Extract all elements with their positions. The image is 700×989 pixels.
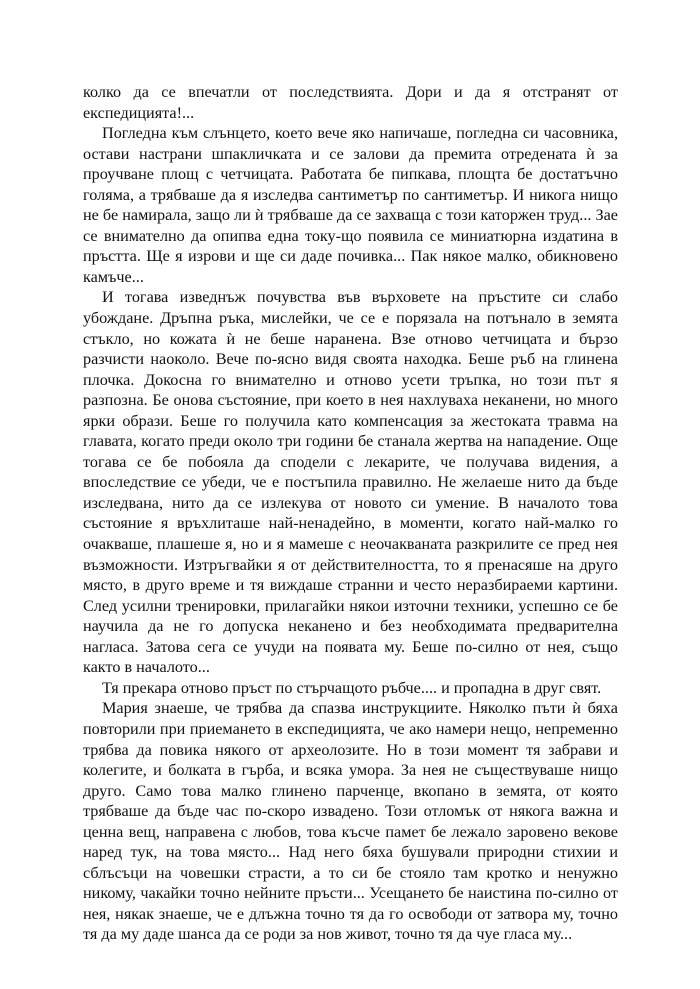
paragraph-continuation: колко да се впечатли от последствията. Дори и да я отстранят от експедицията!...	[83, 83, 618, 122]
paragraph-sun-and-brush: Погледна към слънцето, което вече яко напичаше, погледна си часовника, остави настрани шпакличката и се залови да премита отредената ѝ за проучване площ с четчицата. Работата бе пипкава, площта бе достатъчно голяма, а трябваше да я изследва сантиметър по сантиметър. И никога нищо не бе намирала, защо ли ѝ трябваше да се захваща с този каторжен труд... Зае се внимателно да опипва една току-що появила се миниатюрна издатина в пръстта. Ще я изрови и ще си даде почивка... Пак някое малко, обикновено камъче...	[83, 124, 618, 286]
document-body-text	[83, 82, 618, 945]
paragraph-another-world: Тя прекара отново пръст по стърчащото ръбче.... и пропадна в друг свят.	[102, 678, 602, 697]
paragraph-maria-instructions: Мария знаеше, че трябва да спазва инструкциите. Няколко пъти ѝ бяха повторили при приемането в експедицията, че ако намери нещо, непременно трябва да повика някого от археолозите. Но в този момент тя забрави и колегите, и болката в гърба, и всяка умора. За нея не съществуваше нищо друго. Само това малко глинено парченце, вкопано в земята, от която трябваше да бъде час по-скоро извадено. Този отломък от някога важна и ценна вещ, направена с любов, това късче памет бе лежало заровено векове наред тук, на това място... Над него бяха бушували природни стихии и сблъсъци на човешки страсти, а то си бе стояло там кротко и ненужно никому, чакайки точно нейните пръсти... Усещането бе наистина по-силно от нея, някак знаеше, че е длъжна точно тя да го освободи от затвора му, точно тя да му даде шанса да се роди за нов живот, точно тя да чуе гласа му...	[83, 699, 618, 944]
paragraph-tingling-discovery: И тогава изведнъж почувства във върховете на пръстите си слабо убождане. Дръпна ръка, мислейки, че се е порязала на потънало в земята стъкло, но кожата ѝ не беше наранена. Взе отново четчицата и бързо разчисти наоколо. Вече по-ясно видя своята находка. Беше ръб на глинена плочка. Докосна го внимателно и отново усети тръпка, но този път я разпозна. Бе онова състояние, при което в нея нахлуваха неканени, но много ярки образи. Беше го получила като компенсация за жестоката травма на главата, когато преди около три години бе станала жертва на нападение. Още тогава се бе побояла да сподели с лекарите, че получава видения, а впоследствие се убеди, че е постъпила правилно. Не желаеше нито да бъде изследвана, нито да се излекува от новото си умение. В началото това състояние я връхлиташе най-ненадейно, в моменти, когато най-малко го очакваше, плашеше я, но и я мамеше с неочакваната разкрилите се пред нея възможности. Изтръгвайки я от действителността, то я пренасяше на друго място, в друго време и тя виждаше странни и често неразбираеми картини. След усилни тренировки, прилагайки някои източни техники, успешно се бе научила да не го допуска неканено и без необходимата предварителна нагласа. Затова сега се учуди на появата му. Беше по-силно от нея, също както в началото...	[83, 288, 618, 677]
